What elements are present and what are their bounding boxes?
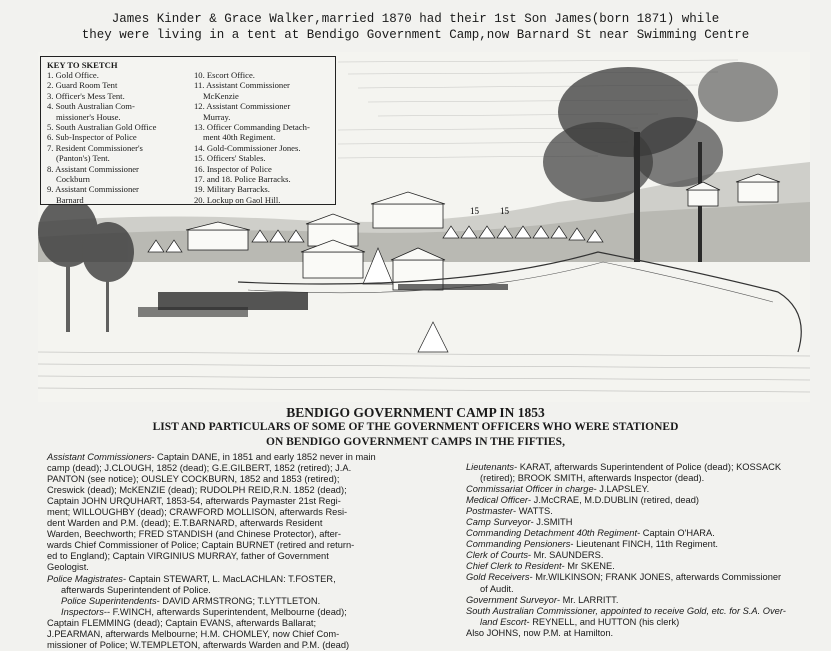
officer-line bbox=[47, 618, 459, 629]
key-item: 8. Assistant Commissioner bbox=[47, 163, 139, 174]
officer-names: - Captain O'HARA. bbox=[637, 528, 715, 539]
officer-names: - Mr. LARRITT. bbox=[556, 594, 619, 605]
officer-names: - REYNELL, and HUTTON (his clerk) bbox=[526, 616, 680, 627]
officer-line bbox=[47, 629, 459, 640]
officer-names: Captain JOHN URQUHART, 1853-54, afterwards Paymaster 21st Regi- bbox=[47, 496, 341, 507]
key-item: 14. Gold-Commissioner Jones. bbox=[194, 142, 301, 153]
officer-names: Captain FLEMMING (dead); Captain EVANS, afterwards Ballarat; bbox=[47, 617, 317, 628]
officer-names: dent Warden and P.M. (dead); E.T.BARNARD, afterwards Resident bbox=[47, 518, 323, 529]
officer-line bbox=[47, 640, 459, 651]
officer-line bbox=[466, 572, 826, 583]
officer-line bbox=[466, 495, 826, 506]
key-item: 19. Military Barracks. bbox=[194, 184, 270, 195]
officer-line bbox=[466, 484, 826, 495]
officer-line bbox=[466, 561, 826, 572]
officer-role: Chief Clerk to Resident bbox=[466, 561, 562, 572]
sketch-label-15b: 15 bbox=[500, 206, 509, 216]
officer-names: Geologist. bbox=[47, 562, 89, 573]
officer-line bbox=[47, 551, 459, 562]
officer-names: - Mr. SAUNDERS. bbox=[528, 550, 604, 561]
key-item: 6. Sub-Inspector of Police bbox=[47, 132, 137, 143]
key-item: (Panton's) Tent. bbox=[56, 153, 110, 164]
officer-role: land Escort bbox=[480, 616, 527, 627]
officer-line bbox=[47, 496, 459, 507]
officer-role: Police Superintendents bbox=[61, 595, 157, 606]
officer-names: -- F.WINCH, afterwards Superintendent, Melbourne (dead); bbox=[103, 606, 347, 617]
officer-line bbox=[47, 529, 459, 540]
officer-names: ment; WILLOUGHBY (dead); CRAWFORD MOLLISON, afterwards Resi- bbox=[47, 507, 348, 518]
officer-line bbox=[47, 518, 459, 529]
key-item: Cockburn bbox=[56, 174, 90, 185]
key-item: 12. Assistant Commissioner bbox=[194, 101, 291, 112]
key-item: 3. Officer's Mess Tent. bbox=[47, 90, 125, 101]
officer-names: - WATTS. bbox=[513, 506, 553, 517]
officer-names: (retired); BROOK SMITH, afterwards Inspector (dead). bbox=[480, 473, 705, 484]
officer-line bbox=[466, 617, 826, 628]
officer-role: Assistant Commissioners bbox=[47, 452, 152, 462]
officer-line bbox=[47, 562, 459, 573]
officer-line bbox=[47, 540, 459, 551]
key-item: 4. South Australian Com- bbox=[47, 101, 135, 112]
officer-names: camp (dead); J.CLOUGH, 1852 (dead); G.E.GILBERT, 1852 (retired); J.A. bbox=[47, 463, 352, 474]
key-item: missioner's House. bbox=[56, 111, 121, 122]
key-item: 5. South Australian Gold Office bbox=[47, 122, 157, 133]
key-to-sketch bbox=[40, 56, 336, 205]
key-item: Murray. bbox=[203, 111, 231, 122]
officer-names: ed to England); Captain VIRGINIUS MURRAY, father of Government bbox=[47, 551, 329, 562]
officer-line bbox=[47, 507, 459, 518]
officer-line bbox=[47, 574, 459, 585]
officer-line bbox=[466, 606, 826, 617]
officer-names: - Captain STEWART, L. MacLACHLAN: T.FOSTER, bbox=[122, 573, 336, 584]
key-item: 13. Officer Commanding Detach- bbox=[194, 122, 310, 133]
officer-names: Creswick (dead); McKENZIE (dead); RUDOLPH REID,R.N. 1852 (dead); bbox=[47, 485, 347, 496]
key-item: 7. Resident Commissioner's bbox=[47, 142, 143, 153]
officer-names: afterwards Superintendent of Police. bbox=[61, 584, 211, 595]
key-item: 2. Guard Room Tent bbox=[47, 80, 118, 91]
officer-line bbox=[47, 452, 459, 463]
officers-list-left bbox=[47, 452, 459, 651]
officer-line bbox=[466, 584, 826, 595]
officer-role: Clerk of Courts bbox=[466, 550, 528, 561]
officer-names: J.PEARMAN, afterwards Melbourne; H.M. CHOMLEY, now Chief Com- bbox=[47, 628, 340, 639]
officer-role: Commanding Detachment 40th Regiment bbox=[466, 528, 638, 539]
officer-names: of Audit. bbox=[480, 583, 514, 594]
key-item: 1. Gold Office. bbox=[47, 70, 99, 80]
officer-role: Gold Receivers bbox=[466, 572, 530, 583]
officer-names: missioner of Police; W.TEMPLETON, afterwards Warden and P.M. (dead) bbox=[47, 639, 350, 650]
officer-line bbox=[47, 463, 459, 474]
officer-line bbox=[466, 517, 826, 528]
officer-role: Commissariat Officer in charge bbox=[466, 484, 594, 495]
key-item: 15. Officers' Stables. bbox=[194, 153, 266, 164]
officer-names: - Captain DANE, in 1851 and early 1852 never in main bbox=[151, 452, 376, 462]
officer-names: Warden, Beechworth; FRED STANDISH (and Chinese Protector), after- bbox=[47, 529, 341, 540]
key-item: 10. Escort Office. bbox=[194, 70, 255, 80]
officer-role: Postmaster bbox=[466, 506, 514, 517]
key-column-2 bbox=[194, 70, 330, 205]
officer-names: - Mr.WILKINSON; FRANK JONES, afterwards Commissioner bbox=[529, 572, 782, 583]
officer-role: Government Surveyor bbox=[466, 594, 557, 605]
officer-line bbox=[47, 585, 459, 596]
sketch-label-15a: 15 bbox=[470, 206, 479, 216]
key-column-1 bbox=[47, 70, 197, 205]
officer-names: - KARAT, afterwards Superintendent of Police (dead); KOSSACK bbox=[514, 462, 782, 472]
heading-line-1: James Kinder & Grace Walker,married 1870 had their 1st Son James(born 1871) while bbox=[111, 12, 720, 26]
officer-line bbox=[466, 462, 826, 473]
officers-list-right bbox=[466, 462, 826, 639]
officer-line bbox=[466, 473, 826, 484]
key-item: 11. Assistant Commissioner bbox=[194, 80, 290, 91]
officer-line bbox=[47, 596, 459, 607]
officer-role: South Australian Commissioner, appointed to receive Gold, etc. for S.A. Over- bbox=[466, 605, 786, 616]
subtitle-line-1: LIST AND PARTICULARS OF SOME OF THE GOVERNMENT OFFICERS WHO WERE STATIONED bbox=[152, 421, 679, 433]
officer-line bbox=[466, 595, 826, 606]
officer-role: Medical Officer bbox=[466, 495, 528, 506]
officer-line bbox=[47, 607, 459, 618]
officer-names: - Mr SKENE. bbox=[561, 561, 615, 572]
officer-names: - J.McCRAE, M.D.DUBLIN (retired, dead) bbox=[528, 495, 699, 506]
officer-names: - J.SMITH bbox=[530, 517, 573, 528]
officer-line bbox=[47, 485, 459, 496]
officer-line bbox=[466, 528, 826, 539]
heading-line-2: they were living in a tent at Bendigo Government Camp,now Barnard St near Swimming Centre bbox=[81, 28, 750, 42]
officer-names: wards Chief Commissioner of Police; Captain BURNET (retired and return- bbox=[47, 540, 355, 551]
key-item: Barnard bbox=[56, 194, 84, 205]
officer-line bbox=[466, 628, 826, 639]
officer-role: Inspectors bbox=[61, 606, 104, 617]
officer-line bbox=[47, 474, 459, 485]
key-item: 16. Inspector of Police bbox=[194, 163, 272, 174]
key-item: 17. and 18. Police Barracks. bbox=[194, 174, 291, 185]
key-item: ment 40th Regiment. bbox=[203, 132, 276, 143]
officer-names: - Lieutenant FINCH, 11th Regiment. bbox=[570, 539, 719, 550]
officer-role: Commanding Pensioners bbox=[466, 539, 571, 550]
key-title: KEY TO SKETCH bbox=[47, 60, 118, 70]
officer-role: Camp Surveyor bbox=[466, 517, 531, 528]
key-item: McKenzie bbox=[203, 90, 239, 101]
officer-role: Police Magistrates bbox=[47, 573, 123, 584]
officer-names: - DAVID ARMSTRONG; T.LYTTLETON. bbox=[156, 595, 321, 606]
key-item: 20. Lockup on Gaol Hill. bbox=[194, 194, 281, 205]
officer-line bbox=[466, 550, 826, 561]
officer-line bbox=[466, 506, 826, 517]
key-item: 9. Assistant Commissioner bbox=[47, 184, 139, 195]
document-title: BENDIGO GOVERNMENT CAMP IN 1853 bbox=[286, 405, 545, 420]
officer-line bbox=[466, 539, 826, 550]
officer-names: PANTON (see notice); OUSLEY COCKBURN, 1852 and 1853 (retired); bbox=[47, 474, 340, 485]
officer-names: Also JOHNS, now P.M. at Hamilton. bbox=[466, 627, 614, 638]
officer-names: - J.LAPSLEY. bbox=[593, 484, 650, 495]
officer-role: Lieutenants bbox=[466, 462, 515, 472]
subtitle-line-2: ON BENDIGO GOVERNMENT CAMPS IN THE FIFTIES, bbox=[266, 436, 565, 448]
